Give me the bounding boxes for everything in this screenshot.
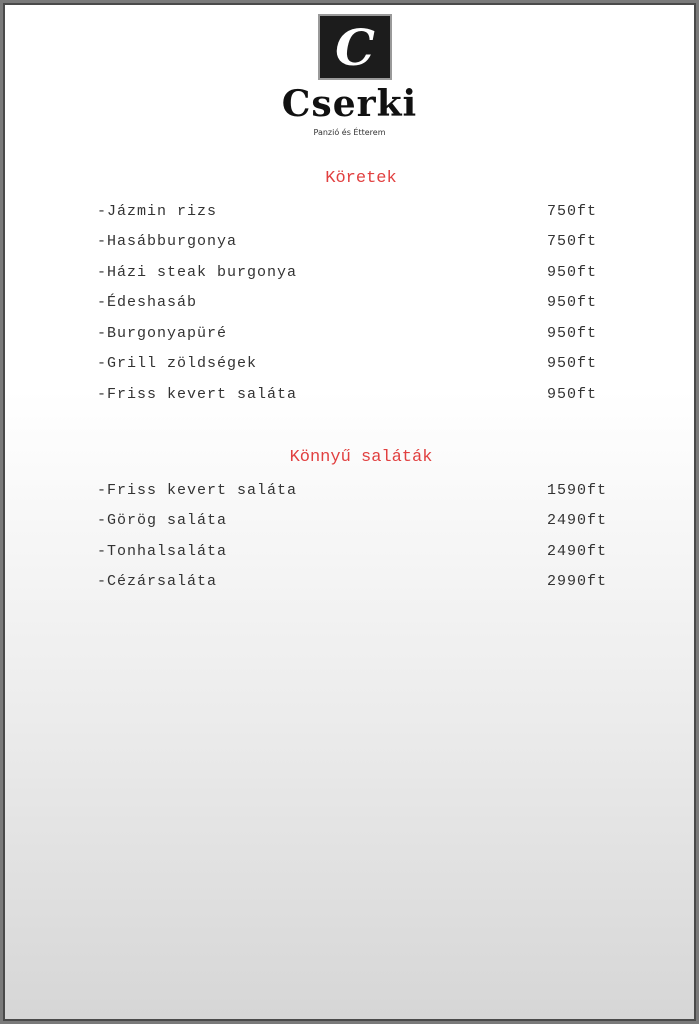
menu-item-price: 2490ft	[547, 512, 608, 529]
menu-item: -Cézársaláta	[97, 573, 218, 590]
menu-item-price: 950ft	[547, 386, 598, 403]
menu-item: -Édeshasáb	[97, 294, 198, 311]
menu-item: -Görög saláta	[97, 512, 228, 529]
menu-item: -Burgonyapüré	[97, 325, 228, 342]
brand-tagline: Panzió és Étterem	[313, 128, 386, 137]
menu-item: -Friss kevert saláta	[97, 482, 298, 499]
brand-name: Cserki	[281, 83, 418, 125]
menu-item: -Hasábburgonya	[97, 233, 238, 250]
menu-item-price: 750ft	[547, 203, 598, 220]
svg-text:C: C	[335, 18, 375, 76]
menu-item-price: 750ft	[547, 233, 598, 250]
logo-letter-icon	[324, 18, 386, 76]
menu-item: -Grill zöldségek	[97, 355, 258, 372]
menu-item-price: 950ft	[547, 264, 598, 281]
menu-item-price: 950ft	[547, 294, 598, 311]
menu-item: -Házi steak burgonya	[97, 264, 298, 281]
menu-item-price: 1590ft	[547, 482, 608, 499]
section-title-konnyu-salatak: Könnyű saláták	[289, 448, 433, 467]
menu-item-price: 950ft	[547, 325, 598, 342]
menu-item: -Jázmin rizs	[97, 203, 218, 220]
menu-item-price: 2990ft	[547, 573, 608, 590]
menu-item-price: 2490ft	[547, 543, 608, 560]
menu-item-price: 950ft	[547, 355, 598, 372]
section-title-koretek: Köretek	[325, 169, 397, 188]
menu-item: -Tonhalsaláta	[97, 543, 228, 560]
menu-item: -Friss kevert saláta	[97, 386, 298, 403]
logo-mark	[318, 14, 392, 80]
